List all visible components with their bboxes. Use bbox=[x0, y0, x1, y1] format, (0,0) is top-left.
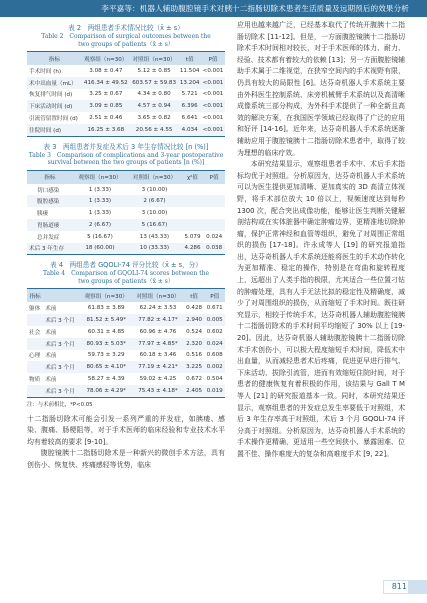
left-body-text bbox=[27, 414, 225, 472]
table-cell: 2.320 bbox=[184, 338, 205, 350]
table-cell: 恢复排气时间 (d) bbox=[29, 92, 73, 99]
table-cell: 6.396 bbox=[178, 100, 201, 112]
table2-caption-en-2: two groups of patients（x̄ ± s） bbox=[78, 40, 174, 48]
paragraph: 本研究结果显示，观察组患者手术中、术后手术指标均优于对照组。分析原因为，达芬奇机器人手术系统可以为医生提供更加清晰、更加真实的 3D 高清立体视野，将手术部位放大 10 倍以上，视频速度达到每秒 1300 次，配合突出成像功能，能够让医生判断关键解剖结构或在实体脏器中确定肿瘤边界，更精准地切除肿瘤，保护正常神经和血管等组织，避免了对周围正常组织的损伤 [17-18]。许永成等人 [19] 的研究报道指出，达芬奇机器人手术系统还能将医生的手术动作转化为更加精准、稳定的操作，特别是在弯曲和旋转程度上，远超出了人类手指的极限，尤其适合一些位置刁钻的肿瘤处理，具有人手无法比拟的稳定性及精确度，减少了对周围组织的损伤，从而缩短了手术时间。既往研究显示，相较于传统手术，达芬奇机器人辅助腹腔镜胰十二指肠切除术的手术时间平均缩短了 30% 以上 [19-20]。因此，达芬奇机器人辅助腹腔镜胰十二指肠切除术手术创伤小，可以极大程度缩短手术时间，降低术中出血量，从而减轻患者术后疼痛，促进更早进行排气、下床活动、拔除引流管，进而有效缩短住院时间，对于患者的健康恢复有着积极的作用，该结果与 Gall T M 等人 [21] 的研究报道基本一致。同时，本研究结果还显示，观察组患者的并发症总发生率要低于对照组，术后 3 年生存率高于对照组，术后 3 个月 GQOLI-74 评分高于对照组。分析原因为，达芬奇机器人手术系统的手术操作更精确，更适用一些空间狭小、暴露困难、位置不佳、操作难度大的复杂和高难度手术 [9, 22]。 bbox=[237, 160, 405, 458]
table-cell: 0.428 bbox=[186, 305, 203, 312]
table-cell: 77.19 ± 4.21* bbox=[132, 361, 184, 373]
table-cell: <0.001 bbox=[201, 124, 225, 136]
table4-caption bbox=[27, 261, 225, 285]
table-cell bbox=[203, 195, 225, 207]
table-cell: 81.52 ± 5.49* bbox=[80, 314, 132, 326]
table-cell: 2 (6.67) bbox=[73, 219, 127, 231]
table-row bbox=[27, 124, 225, 136]
left-column bbox=[27, 20, 225, 472]
table-cell: 0.516 bbox=[186, 352, 203, 359]
table-cell: 77.82 ± 4.17* bbox=[132, 314, 184, 326]
table-row bbox=[27, 207, 225, 219]
table-cell: 0.608 bbox=[206, 352, 223, 359]
table-cell: 0.005 bbox=[204, 314, 225, 326]
table-row bbox=[27, 361, 225, 373]
table-cell: 术前 bbox=[45, 353, 57, 360]
table-cell: 5 (16.67) bbox=[87, 233, 113, 240]
table-cell: <0.001 bbox=[202, 67, 224, 74]
table-cell bbox=[203, 219, 225, 231]
table-header-cell: 观察组（n=30） bbox=[84, 56, 128, 63]
table-cell: 术后 3 年生存 bbox=[27, 243, 73, 255]
table-cell: 社会 bbox=[29, 329, 41, 336]
table-row bbox=[27, 350, 225, 362]
table-row bbox=[27, 219, 225, 231]
table-cell: 416.34 ± 49.52 bbox=[82, 77, 130, 89]
table-cell: 0.602 bbox=[206, 328, 223, 335]
table-cell: 术后 3 个月 bbox=[43, 314, 80, 326]
table-header-cell: 对照组（n=30） bbox=[136, 293, 180, 300]
table2-caption-zh: 表 2 两组患者手术情况比较（x̄ ± s） bbox=[68, 24, 184, 32]
table-cell: 引流管留置时间 (d) bbox=[29, 116, 78, 123]
table-cell: 术前 bbox=[45, 306, 57, 313]
table-cell: 59.02 ± 4.25 bbox=[139, 375, 177, 382]
table-cell: 3 (10.00) bbox=[141, 210, 168, 217]
table-cell: 4.57 ± 0.94 bbox=[130, 100, 178, 112]
table-cell bbox=[182, 219, 204, 231]
table-cell: 5 (16.67) bbox=[127, 219, 181, 231]
table-cell: 下床活动时间 (d) bbox=[27, 100, 82, 112]
table-header-cell: P值 bbox=[209, 175, 219, 182]
table-cell: 16.25 ± 3.68 bbox=[82, 124, 130, 136]
table-header-cell: t值 bbox=[190, 293, 198, 300]
table-cell: 0.002 bbox=[204, 361, 225, 373]
table-header-cell bbox=[43, 289, 80, 303]
table-row bbox=[27, 243, 225, 255]
page-number: 811 bbox=[391, 582, 407, 591]
table-row bbox=[27, 89, 225, 101]
table-cell: 物质 bbox=[29, 376, 41, 383]
table-row bbox=[27, 231, 225, 243]
table-row bbox=[27, 326, 225, 338]
table-cell: 0.672 bbox=[186, 375, 203, 382]
table-header-cell: 指标 bbox=[44, 175, 56, 182]
table-row bbox=[27, 373, 225, 385]
table-cell: 0.504 bbox=[206, 375, 223, 382]
table-cell: 13 (43.33) bbox=[139, 233, 170, 240]
table-cell: 5.079 bbox=[184, 233, 201, 240]
table-cell: 术后 3 个月 bbox=[43, 338, 80, 350]
table4-note: 注：与术前相比，*P<0.05 bbox=[27, 401, 93, 408]
table-cell: 3 (10.00) bbox=[141, 186, 168, 193]
table3-header-row bbox=[27, 170, 225, 184]
table-cell: 1 (3.33) bbox=[88, 186, 112, 193]
table-cell: 0.019 bbox=[204, 385, 225, 397]
table-header-cell: 指标 bbox=[29, 293, 41, 300]
table-cell: 5.721 bbox=[181, 91, 198, 98]
table-cell: 0.524 bbox=[186, 328, 203, 335]
table-cell: 10 (33.33) bbox=[127, 243, 181, 255]
table-cell bbox=[27, 385, 43, 397]
table-cell: 3.08 ± 0.47 bbox=[89, 67, 123, 74]
table-cell: 术前 bbox=[45, 376, 57, 383]
table3-complications-survival bbox=[27, 170, 225, 256]
table-cell bbox=[27, 338, 43, 350]
table-row bbox=[27, 100, 225, 112]
table2-caption bbox=[27, 24, 225, 48]
paragraph: 十二指肠切除术可能会引发一系列严重的并发症，如胰瘘、感染、腹痛、肠梗阻等，对于手术医师的临床经验和专业技术水平均有着较高的要求 [9-10]。 bbox=[27, 414, 225, 446]
table3-caption bbox=[27, 143, 225, 167]
table-cell: <0.001 bbox=[202, 115, 224, 122]
table-cell: 术后 3 个月 bbox=[43, 385, 80, 397]
table-cell: 3.25 ± 0.67 bbox=[89, 91, 123, 98]
table-cell: 75.43 ± 4.18* bbox=[132, 385, 184, 397]
table3-caption-en-2: survival between the two groups of patients [n (%)] bbox=[47, 159, 205, 167]
table2-caption-en-1: Table 2 Comparison of surgical outcomes between the bbox=[41, 33, 211, 40]
table-row bbox=[27, 338, 225, 350]
table-row bbox=[27, 195, 225, 207]
table-header-cell: 对照组（n=30） bbox=[132, 175, 177, 182]
page-number-tab bbox=[409, 580, 427, 594]
table-cell: 1 (3.33) bbox=[73, 195, 127, 207]
table-cell: 59.73 ± 3.29 bbox=[87, 352, 125, 359]
table-row bbox=[27, 314, 225, 326]
table-cell: 4.286 bbox=[182, 243, 204, 255]
table-cell: 20.56 ± 4.55 bbox=[130, 124, 178, 136]
right-column bbox=[237, 20, 405, 461]
table-cell: 2.940 bbox=[184, 314, 205, 326]
table-header-cell: t值 bbox=[185, 56, 194, 63]
table4-header-row bbox=[27, 289, 225, 303]
table-cell: 18 (60.00) bbox=[73, 243, 127, 255]
table-header-cell: P值 bbox=[210, 293, 220, 300]
table-cell bbox=[27, 361, 43, 373]
table-cell: 5.12 ± 0.85 bbox=[137, 67, 171, 74]
table-cell: 胃肠道瘘 bbox=[27, 219, 73, 231]
table-cell: 2 (6.67) bbox=[127, 195, 181, 207]
table-row bbox=[27, 385, 225, 397]
paragraph: 腹腔镜胰十二指肠切除术是一种新兴的微创手术方法，具有创伤小、恢复快、疼痛感轻等优势，临床 bbox=[27, 449, 225, 469]
table3-caption-zh: 表 3 两组患者并发症及术后 3 年生存情况比较 [n (%)] bbox=[43, 142, 209, 151]
table-header-cell: P值 bbox=[208, 56, 218, 63]
table-cell: 0.024 bbox=[204, 338, 225, 350]
table-cell: 术前 bbox=[45, 329, 57, 336]
table-cell bbox=[27, 314, 43, 326]
table-cell: 78.06 ± 4.29* bbox=[80, 385, 132, 397]
table-row bbox=[27, 112, 225, 124]
table-cell: 77.97 ± 4.85* bbox=[132, 338, 184, 350]
table-header-cell: 观察组（n=30） bbox=[84, 293, 128, 300]
table-cell: 80.65 ± 4.10* bbox=[80, 361, 132, 373]
table-row bbox=[27, 184, 225, 196]
table4-gqoli-scores bbox=[27, 288, 225, 397]
table-header-cell: 观察组（n=30） bbox=[78, 175, 122, 182]
table-cell: 4.34 ± 0.80 bbox=[137, 91, 171, 98]
table-cell: 58.27 ± 4.39 bbox=[87, 375, 125, 382]
table4-caption-en-2: two groups of patients（x̄ ± s） bbox=[78, 277, 174, 285]
running-title: 李平嘉等：机器人辅助腹腔镜手术对胰十二指肠切除术患者生活质量及远期预后的效果分析 bbox=[101, 4, 409, 13]
table-cell: 3.225 bbox=[184, 361, 205, 373]
table-row bbox=[27, 302, 225, 314]
table4-caption-en-1: Table 4 Comparison of GQOLI-74 scores between the bbox=[42, 270, 210, 278]
table-cell: 2.405 bbox=[184, 385, 205, 397]
table-cell: 61.83 ± 3.89 bbox=[87, 305, 125, 312]
table-cell: <0.001 bbox=[201, 77, 225, 89]
table-cell: 80.93 ± 5.03* bbox=[80, 338, 132, 350]
table-cell: 躯体 bbox=[29, 306, 41, 313]
table-cell: 切口感染 bbox=[37, 187, 60, 194]
table-cell bbox=[203, 184, 225, 196]
table-cell bbox=[182, 207, 204, 219]
table-cell: <0.001 bbox=[202, 91, 224, 98]
table-cell: 1 (3.33) bbox=[88, 210, 112, 217]
table3-caption-en-1: Table 3 Comparison of complications and 3-year postoperative bbox=[28, 151, 224, 159]
table-cell: 60.31 ± 4.85 bbox=[87, 328, 125, 335]
table-cell: 13.204 bbox=[178, 77, 201, 89]
table-cell: 2.51 ± 0.46 bbox=[89, 115, 123, 122]
table-header-cell: χ²值 bbox=[186, 175, 199, 182]
table-cell: 4.034 bbox=[178, 124, 201, 136]
table-cell bbox=[182, 195, 204, 207]
table-cell: <0.001 bbox=[201, 100, 225, 112]
table-cell: 住院时间 (d) bbox=[27, 124, 82, 136]
table-cell bbox=[203, 207, 225, 219]
table-cell: 62.24 ± 3.53 bbox=[139, 305, 177, 312]
table-cell: 3.65 ± 0.82 bbox=[137, 115, 171, 122]
table-cell: 60.96 ± 4.76 bbox=[139, 328, 177, 335]
table-cell: 0.024 bbox=[206, 233, 223, 240]
table4-caption-zh: 表 4 两组患者 GQOLI-74 评分比较（x̄ ± s，分） bbox=[50, 261, 202, 270]
table-cell bbox=[182, 184, 204, 196]
table-cell: 11.504 bbox=[179, 67, 200, 74]
table-cell: 术中出血量（mL） bbox=[27, 77, 82, 89]
table-cell: 胰瘘 bbox=[37, 211, 49, 218]
table-cell: 术后 3 个月 bbox=[43, 361, 80, 373]
table-cell: 0.038 bbox=[203, 243, 225, 255]
right-body-text bbox=[237, 20, 405, 461]
table-cell: 腹腔感染 bbox=[27, 195, 73, 207]
table-cell: 60.18 ± 3.46 bbox=[139, 352, 177, 359]
table-header-cell: 指标 bbox=[48, 56, 60, 63]
table-row bbox=[27, 77, 225, 89]
table-cell: 6.641 bbox=[181, 115, 198, 122]
table-cell: 心理 bbox=[29, 353, 41, 360]
table-cell: 603.57 ± 59.83 bbox=[130, 77, 178, 89]
table-cell: 3.09 ± 0.85 bbox=[82, 100, 130, 112]
table2-surgical-outcomes bbox=[27, 51, 225, 137]
table-cell: 0.671 bbox=[206, 305, 223, 312]
table-cell: 手术时间 (h) bbox=[29, 68, 62, 75]
paragraph: 应用也越来越广泛，已经基本取代了传统开腹胰十二指肠切除术 [11-12]。但是，一方面腹腔镜胰十二指肠切除术手术时间相对较长，对于手术医师的体力、耐力、经验、技术都有着较大的依赖 [13]；另一方面腹腔镜辅助手术属于二维视觉，在狭窄空间内的手术视野有限，仍具有较大的局限性 [6]。达芬奇机器人手术系统主要由外科医生控制系统、床旁机械臂手术系统以及高清晰成像系统三部分构成，为外科手术提供了一种全新且高效的解决方案，在我国医学领域已经取得了广泛的应用和好评 [14-16]。近年来，达芬奇机器人手术系统逐渐辅助应用于腹腔镜胰十二指肠切除术患者中，取得了较为理想的临床疗效。 bbox=[237, 21, 405, 157]
table-cell: 总并发症 bbox=[37, 234, 60, 241]
table2-header-row bbox=[27, 52, 225, 66]
table-row bbox=[27, 65, 225, 77]
table-header-cell: 对照组（n=30） bbox=[132, 56, 176, 63]
